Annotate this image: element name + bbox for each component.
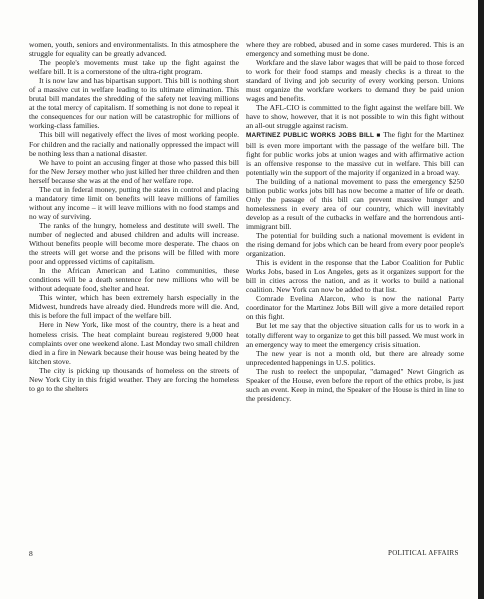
paragraph-text: The rush to reelect the unpopular, "damaged" Newt Gingrich as Speaker of the House, even before the report of the ethics probe, is just such an event. Keep in mind, the Speaker of the House is third in line to the presidency.: [246, 366, 464, 403]
paragraph: [246, 321, 464, 348]
paragraph: [246, 103, 464, 130]
paragraph: [246, 177, 464, 231]
paragraph-text: The building of a national movement to pass the emergency $250 billion public works jobs bill has now become a matter of life or death. Only the passage of this bill can prevent massive hunger and homelessness in every area of our country, which will inevitably develop as a result of the cutbacks in welfare and the horrendous anti-immigrant bill.: [246, 176, 464, 231]
paragraph: [29, 221, 239, 266]
paragraph-text: The city is picking up thousands of homeless on the streets of New York City in this frigid weather. They are forcing the homeless to go to the shelters: [29, 365, 239, 393]
paragraph: [246, 40, 464, 58]
paragraph: [29, 130, 239, 157]
paragraph: [246, 58, 464, 103]
paragraph-text: The AFL-CIO is committed to the fight against the welfare bill. We have to show, however, that it is not possible to win this fight without an all-out struggle against racism.: [246, 103, 464, 131]
paragraph-text: where they are robbed, abused and in some cases murdered. This is an emergency and something must be done.: [246, 40, 464, 59]
paragraph-text: This bill will negatively effect the lives of most working people. For children and the racially and nationally oppressed the impact will be nothing less than a national disaster.: [29, 130, 239, 158]
paragraph: [246, 367, 464, 403]
paragraph-text: In the African American and Latino communities, these conditions will be a death sentence for new millions who will be without adequate food, shelter and heat.: [29, 266, 239, 294]
paragraph-text: Here in New York, like most of the country, there is a heat and homeless crisis. The heat complaint bureau registered 9,000 heat complaints over one weekend alone. Last Monday two small children died in a fire in Newark because their house was being heated by the kitchen stove.: [29, 320, 239, 366]
paragraph-text: This winter, which has been extremely harsh especially in the Midwest, hundreds have already died. Hundreds more will die. And, this is before the full impact of the welfare bill.: [29, 293, 239, 321]
paragraph-text: This is evident in the response that the Labor Coalition for Public Works Jobs, based in Los Angeles, gets as it organizes support for the bill in cities across the nation, and as it works to build a national coalition. New York can now be added to that list.: [246, 258, 464, 295]
paragraph-text: But let me say that the objective situation calls for us to work in a totally different way to organize to get this bill passed. We must work in an emergency way to meet the emergency crisis situation.: [246, 321, 464, 349]
paragraph: [29, 40, 239, 58]
paragraph: [29, 185, 239, 221]
scan-edge: [478, 0, 484, 599]
paragraph: [29, 158, 239, 185]
paragraph: [246, 294, 464, 321]
paragraph: [246, 258, 464, 294]
paragraph-text: We have to point an accusing finger at those who passed this bill for the New Jersey mother who just killed her three children and then herself because she was at the end of her welfare rope.: [29, 157, 239, 185]
right-column: [246, 40, 464, 403]
paragraph: [246, 130, 464, 176]
paragraph-text: The people's movements must take up the fight against the welfare bill. It is a cornerstone of the ultra-right program.: [29, 58, 239, 77]
paragraph: [29, 320, 239, 365]
paragraph-text: The potential for building such a national movement is evident in the rising demand for jobs which can be heard from every poor people's organization.: [246, 230, 464, 259]
paragraph-text: The new year is not a month old, but there are already some unprecedented happenings in U.S. politics.: [246, 348, 464, 367]
paragraph-text: The fight for the Martinez bill is even more important with the passage of the welfare bill. The fight for public works jobs at union wages and with affirmative action is an offensive response to the massive cut in welfare. This bill can potentially win the support of the majority if organized in a broad way.: [246, 130, 464, 177]
paragraph: [29, 58, 239, 76]
left-column: [29, 40, 239, 393]
paragraph: [29, 76, 239, 130]
paragraph-text: The cut in federal money, putting the states in control and placing a mandatory time limit on benefits will leave millions of families without any income – it will leave millions with no food stamps and no way of surviving.: [29, 184, 239, 221]
paragraph-text: women, youth, seniors and environmentalists. In this atmosphere the struggle for equality can be greatly advanced.: [29, 40, 239, 59]
paragraph-text: The ranks of the hungry, homeless and destitute will swell. The number of neglected and abused children and adults will increase. Without benefits people will become more desperate. The chaos on the streets will get worse and the prisons will be filled with more poor and oppressed victims of capitalism.: [29, 220, 239, 267]
section-heading: MARTINEZ PUBLIC WORKS JOBS BILL ■: [246, 132, 382, 140]
page-number: 8: [29, 549, 33, 558]
paragraph-text: It is now law and has bipartisan support. This bill is nothing short of a massive cut in welfare leading to its ultimate elimination. This brutal bill mandates the shredding of the safety net leaving millions at the total mercy of capitalism. If something is not done to repeal it the consequences for our nation will be catastrophic for millions of working-class families.: [29, 76, 239, 131]
paragraph: [29, 266, 239, 293]
paragraph: [246, 231, 464, 258]
paragraph-text: Comrade Evelina Alarcon, who is now the national Party coordinator for the Martinez Jobs Bill will give a more detailed report on this fight.: [246, 294, 464, 322]
paragraph-text: Workfare and the slave labor wages that will be paid to those forced to work for their food stamps and measly checks is a threat to the standard of living and job security of every working person. Unions must organize the workfare workers to demand they be paid union wages and benefits.: [246, 58, 464, 104]
paragraph: [29, 366, 239, 393]
paragraph: [29, 293, 239, 320]
publication-name: POLITICAL AFFAIRS: [388, 549, 459, 557]
paragraph: [246, 349, 464, 367]
